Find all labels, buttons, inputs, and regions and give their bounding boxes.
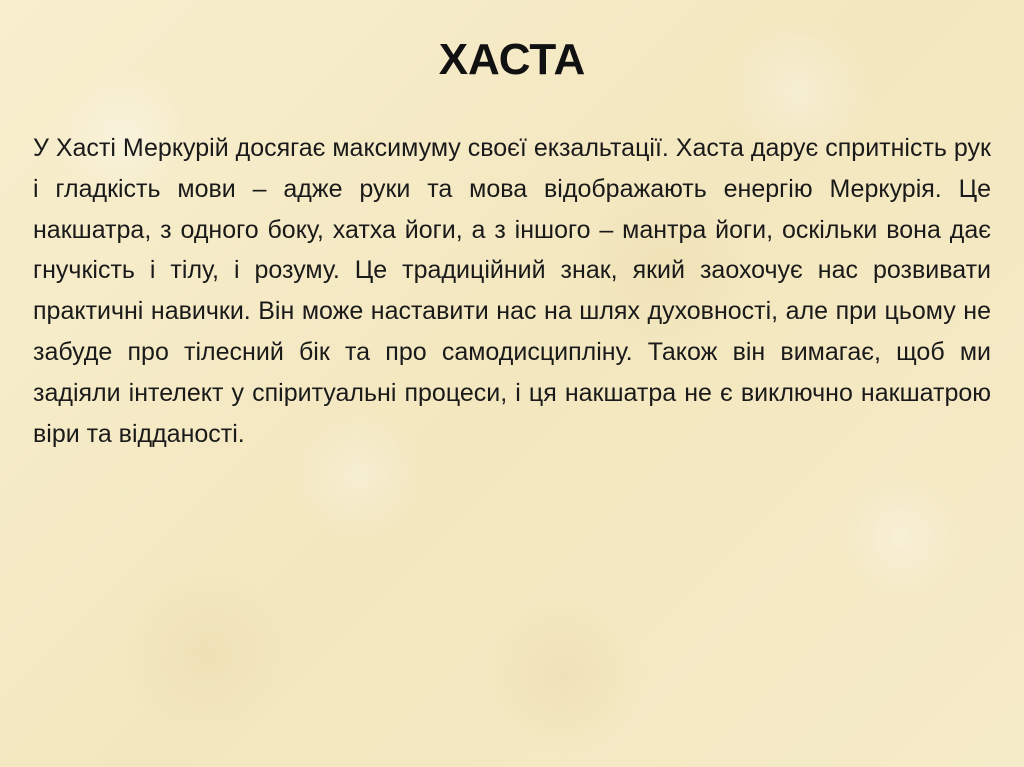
slide-title: ХАСТА [438, 35, 586, 84]
slide-body-text: У Хасті Меркурій досягає максимуму своєї екзальтації. Хаста дарує спритність рук і гладкість мови – адже руки та мова відображають енергію Меркурія. Це накшатра, з одного боку, хатха йоги, а з іншого – мантра йоги, оскільки вона дає гнучкість і тілу, і розуму. Це традиційний знак, який заохочує нас розвивати практичні навички. Він може наставити нас на шлях духовності, але при цьому не забуде про тілесний бік та про самодисципліну. Також він вимагає, щоб ми задіяли інтелект у спіритуальні процеси, і ця накшатра не є виключно накшатрою віри та відданості. [33, 134, 991, 448]
